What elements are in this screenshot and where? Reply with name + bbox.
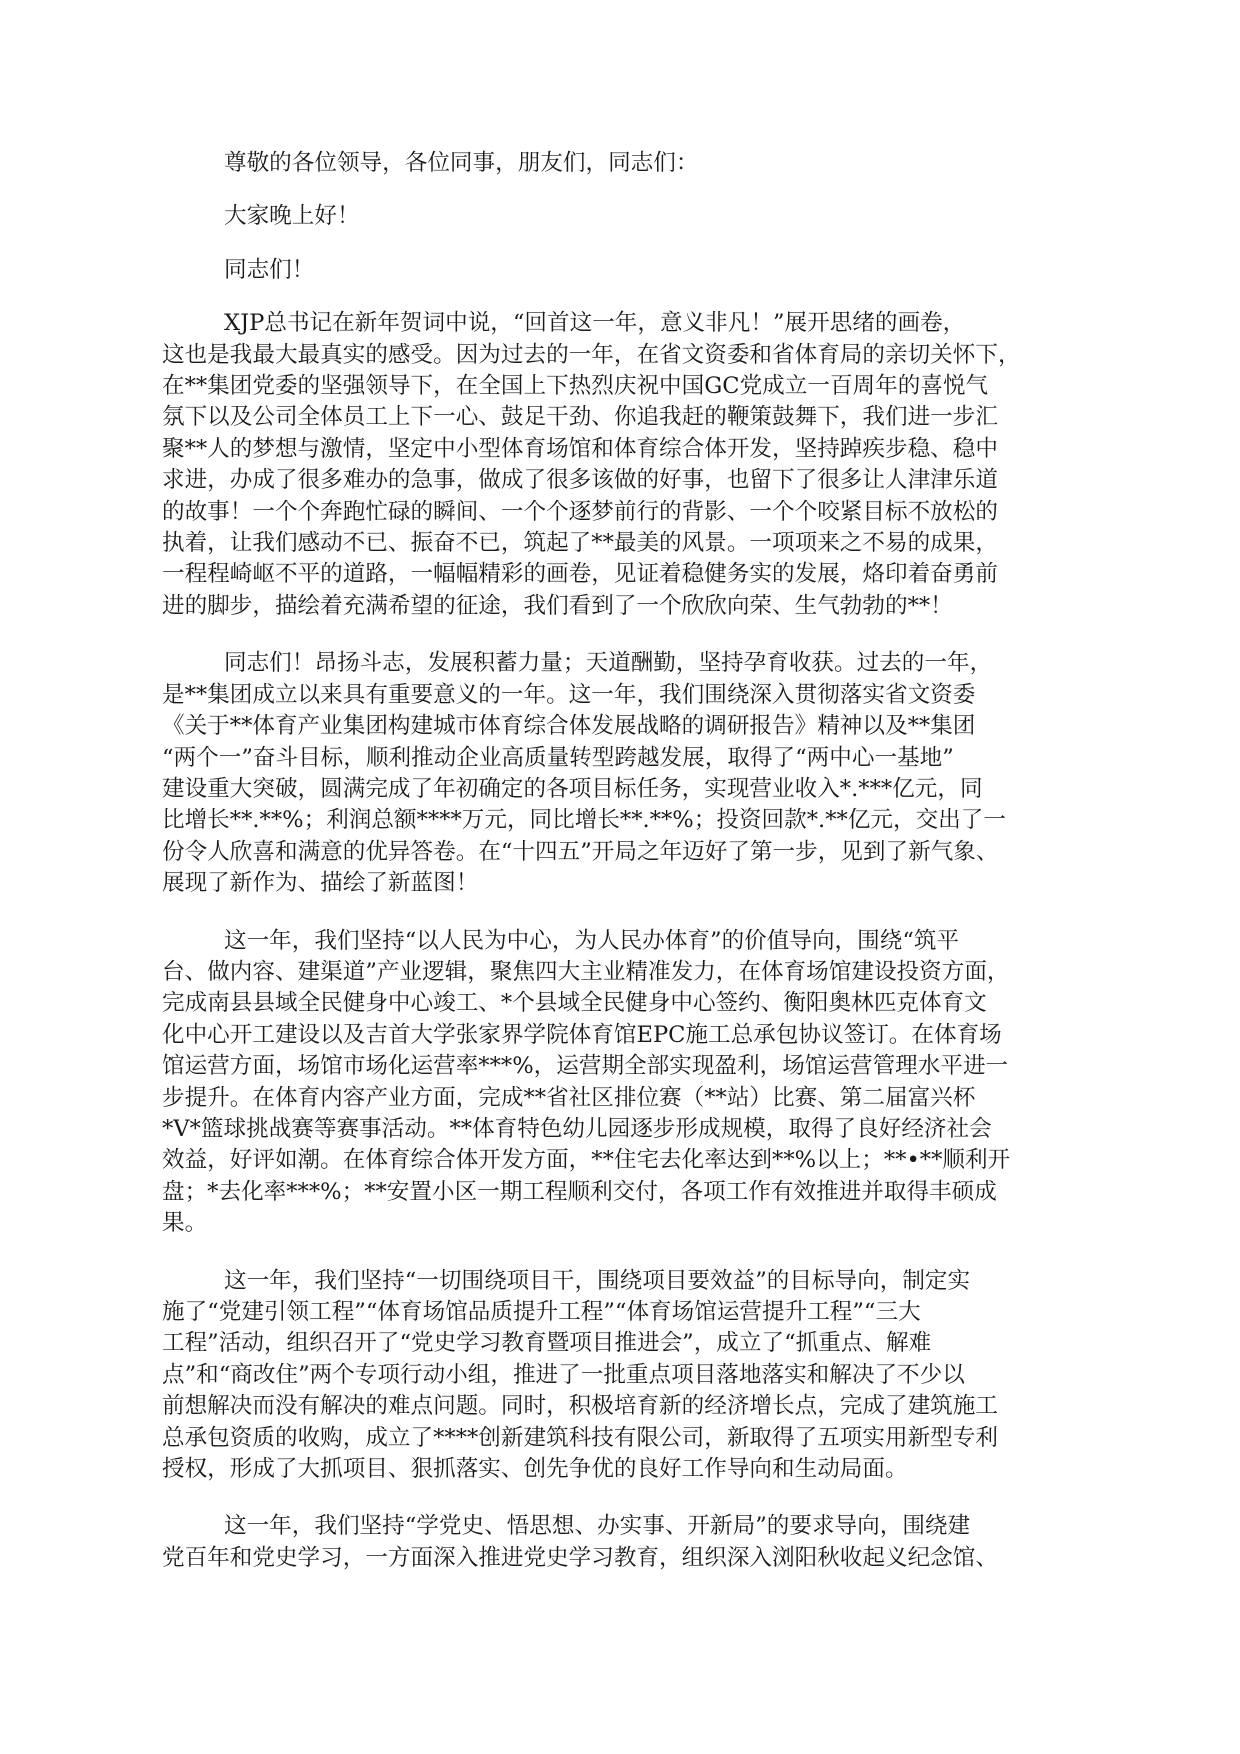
- paragraph-line: 果。: [162, 1210, 208, 1237]
- paragraph-line: 展现了新作为、描绘了新蓝图！: [162, 870, 479, 897]
- paragraph-line: 化中心开工建设以及吉首大学张家界学院体育馆EPC施工总承包协议签订。在体育场: [162, 1021, 1002, 1048]
- paragraph-line: 这一年，我们坚持“一切围绕项目干，围绕项目要效益”的目标导向，制定实: [224, 1267, 971, 1294]
- paragraph-line: 是**集团成立以来具有重要意义的一年。这一年，我们围绕深入贯彻落实省文资委: [162, 681, 976, 708]
- paragraph-line: 点”和“商改住”两个专项行动小组，推进了一批重点项目落地落实和解决了不少以: [162, 1361, 965, 1388]
- paragraph-line: 聚**人的梦想与激情，坚定中小型体育场馆和体育综合体开发，坚持踔疾步稳、稳中: [162, 435, 998, 462]
- paragraph-line: 效益，好评如潮。在体育综合体开发方面，**住宅去化率达到**%以上；**•**顺利开: [162, 1147, 1011, 1174]
- paragraph-line: 工程”活动，组织召开了“党史学习教育暨项目推进会”，成立了“抓重点、解难: [162, 1330, 932, 1357]
- paragraph-line: 的故事！一个个奔跑忙碌的瞬间、一个个逐梦前行的背影、一个个咬紧目标不放松的: [162, 498, 998, 525]
- paragraph-line: 党百年和党史学习，一方面深入推进党史学习教育，组织深入浏阳秋收起义纪念馆、: [162, 1544, 998, 1571]
- paragraph-line: 完成南县县域全民健身中心竣工、*个县域全民健身中心签约、衡阳奥林匹克体育文: [162, 990, 987, 1017]
- body-paragraph: [162, 926, 1080, 1240]
- paragraph-line: 台、做内容、建渠道”产业逻辑，聚焦四大主业精准发力，在体育场馆建设投资方面，: [162, 958, 1010, 985]
- paragraph-line: 前想解决而没有解决的难点问题。同时，积极培育新的经济增长点，完成了建筑施工: [162, 1393, 998, 1420]
- paragraph-line: 求进，办成了很多难办的急事，做成了很多该做的好事，也留下了很多让人津津乐道: [162, 467, 998, 494]
- paragraph-line: 施了“党建引领工程”“体育场馆品质提升工程”“体育场馆运营提升工程”“三大: [162, 1299, 921, 1325]
- paragraph-line: 同志们！昂扬斗志，发展积蓄力量；天道酬勤，坚持孕育收获。过去的一年，: [224, 650, 993, 677]
- address-line: 同志们！: [224, 256, 315, 283]
- body-paragraph: [162, 1511, 1080, 1574]
- body-paragraph: [162, 1266, 1080, 1486]
- paragraph-line: 馆运营方面，场馆市场化运营率***%，运营期全部实现盈利，场馆运营管理水平进一: [162, 1053, 1009, 1080]
- paragraph-line: 比增长**.**%；利润总额****万元，同比增长**.**%；投资回款*.**亿元，交出了一: [162, 807, 1006, 834]
- paragraph-line: 授权，形成了大抓项目、狠抓落实、创先争优的良好工作导向和生动局面。: [162, 1456, 908, 1483]
- paragraph-line: “两个一”奋斗目标，顺利推动企业高质量转型跨越发展，取得了“两中心一基地”: [162, 744, 954, 771]
- paragraph-line: 执着，让我们感动不已、振奋不已，筑起了**最美的风景。一项项来之不易的成果，: [162, 530, 998, 557]
- paragraph-line: 进的脚步，描绘着充满希望的征途，我们看到了一个欣欣向荣、生气勃勃的**！: [162, 592, 953, 619]
- paragraph-line: 份令人欣喜和满意的优异答卷。在“十四五”开局之年迈好了第一步，见到了新气象、: [162, 838, 999, 865]
- salutation: 尊敬的各位领导，各位同事，朋友们，同志们：: [224, 150, 699, 176]
- paragraph-line: 建设重大突破，圆满完成了年初确定的各项目标任务，实现营业收入*.***亿元，同: [162, 775, 983, 802]
- paragraph-line: *V*篮球挑战赛等赛事活动。**体育特色幼儿园逐步形成规模，取得了良好经济社会: [162, 1115, 992, 1142]
- paragraph-line: 步提升。在体育内容产业方面，完成**省社区排位赛（**站）比赛、第二届富兴杯: [162, 1084, 976, 1111]
- paragraph-line: 这一年，我们坚持“学党史、悟思想、办实事、开新局”的要求导向，围绕建: [224, 1513, 971, 1540]
- paragraph-line: 氛下以及公司全体员工上下一心、鼓足干劲、你追我赶的鞭策鼓舞下，我们进一步汇: [162, 404, 998, 431]
- paragraph-line: 总承包资质的收购，成立了****创新建筑科技有限公司，新取得了五项实用新型专利: [162, 1424, 998, 1451]
- paragraph-line: 在**集团党委的坚强领导下，在全国上下热烈庆祝中国GC党成立一百周年的喜悦气: [162, 373, 989, 400]
- body-paragraph: [162, 308, 1080, 622]
- paragraph-line: 一程程崎岖不平的道路，一幅幅精彩的画卷，见证着稳健务实的发展，烙印着奋勇前: [162, 561, 998, 588]
- paragraph-line: XJP总书记在新年贺词中说，“回首这一年，意义非凡！”展开思绪的画卷，: [224, 310, 966, 337]
- paragraph-line: 这一年，我们坚持“以人民为中心，为人民办体育”的价值导向，围绕“筑平: [224, 927, 960, 954]
- paragraph-line: 《关于**体育产业集团构建城市体育综合体发展战略的调研报告》精神以及**集团: [162, 713, 976, 740]
- body-paragraph: [162, 648, 1080, 899]
- paragraph-line: 这也是我最大最真实的感受。因为过去的一年，在省文资委和省体育局的亲切关怀下，: [162, 341, 1021, 368]
- body-paragraphs: [162, 308, 1080, 1574]
- paragraph-line: 盘；*去化率***%；**安置小区一期工程顺利交付，各项工作有效推进并取得丰硕成: [162, 1178, 997, 1205]
- greeting: 大家晚上好！: [224, 203, 360, 230]
- document-body: [162, 148, 1080, 1600]
